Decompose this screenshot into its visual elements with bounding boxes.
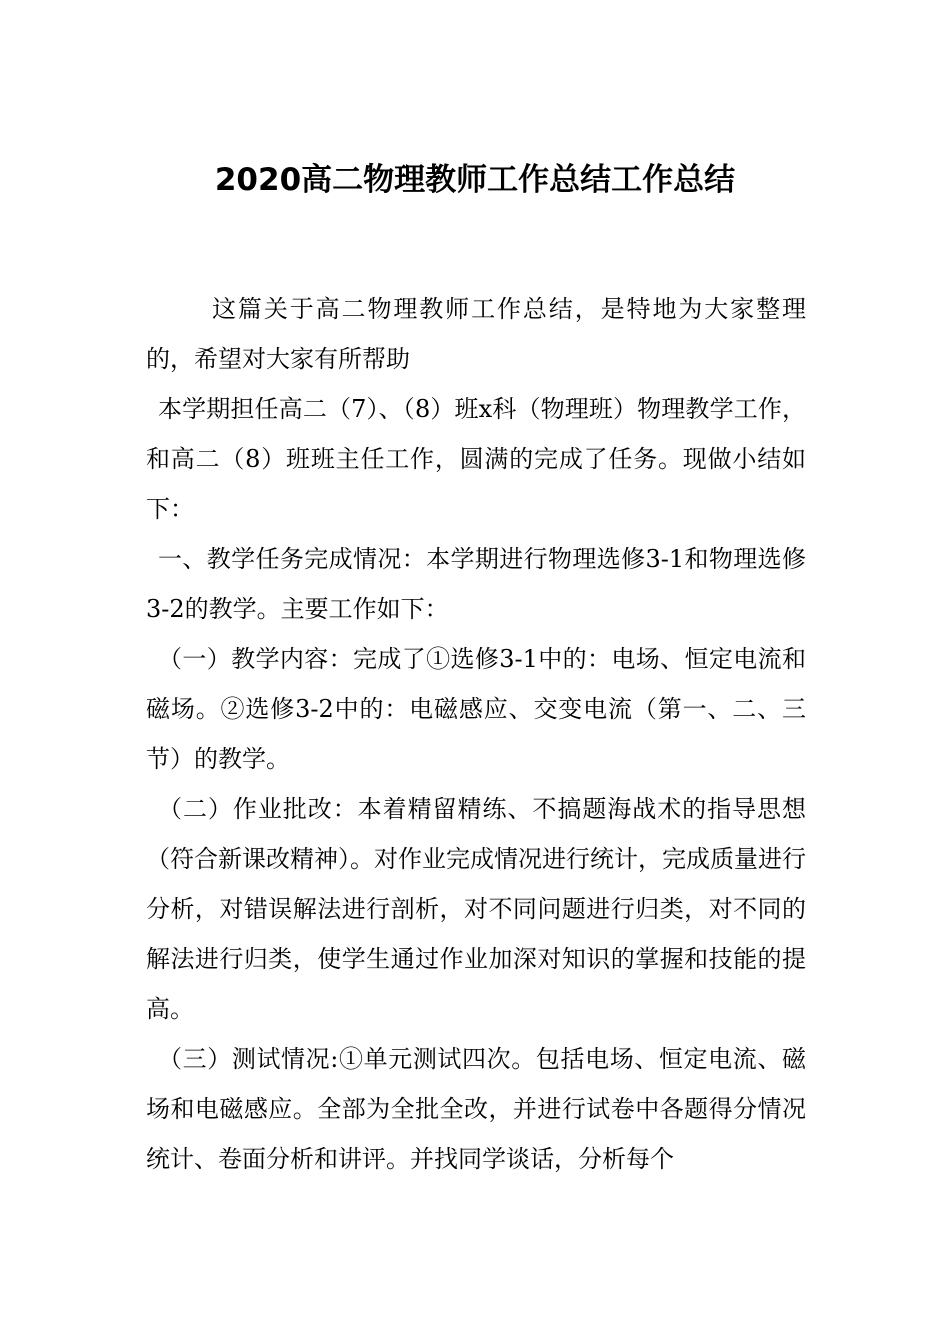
section-one-paragraph: 一、教学任务完成情况：本学期进行物理选修3-1和物理选修3-2的教学。主要工作如下： (146, 545, 806, 623)
assignment-paragraph: 本学期担任高二（7）、（8）班x科（物理班）物理教学工作，和高二（8）班班主任工作，圆满的完成了任务。现做小结如下： (146, 395, 806, 523)
intro-paragraph: 这篇关于高二物理教师工作总结，是特地为大家整理的，希望对大家有所帮助 (146, 295, 806, 373)
teaching-content-paragraph: （一）教学内容：完成了①选修3-1中的：电场、恒定电流和磁场。②选修3-2中的：电磁感应、交变电流（第一、二、三节）的教学。 (146, 645, 806, 773)
document-title: 2020高二物理教师工作总结工作总结 (214, 162, 736, 198)
document-body (146, 284, 806, 1184)
testing-paragraph: （三）测试情况:①单元测试四次。包括电场、恒定电流、磁场和电磁感应。全部为全批全改，并进行试卷中各题得分情况统计、卷面分析和讲评。并找同学谈话，分析每个 (146, 1045, 806, 1173)
homework-paragraph: （二）作业批改：本着精留精练、不搞题海战术的指导思想（符合新课改精神）。对作业完成情况进行统计，完成质量进行分析，对错误解法进行剖析，对不同问题进行归类，对不同的解法进行归类，使学生通过作业加深对知识的掌握和技能的提高。 (146, 795, 806, 1023)
